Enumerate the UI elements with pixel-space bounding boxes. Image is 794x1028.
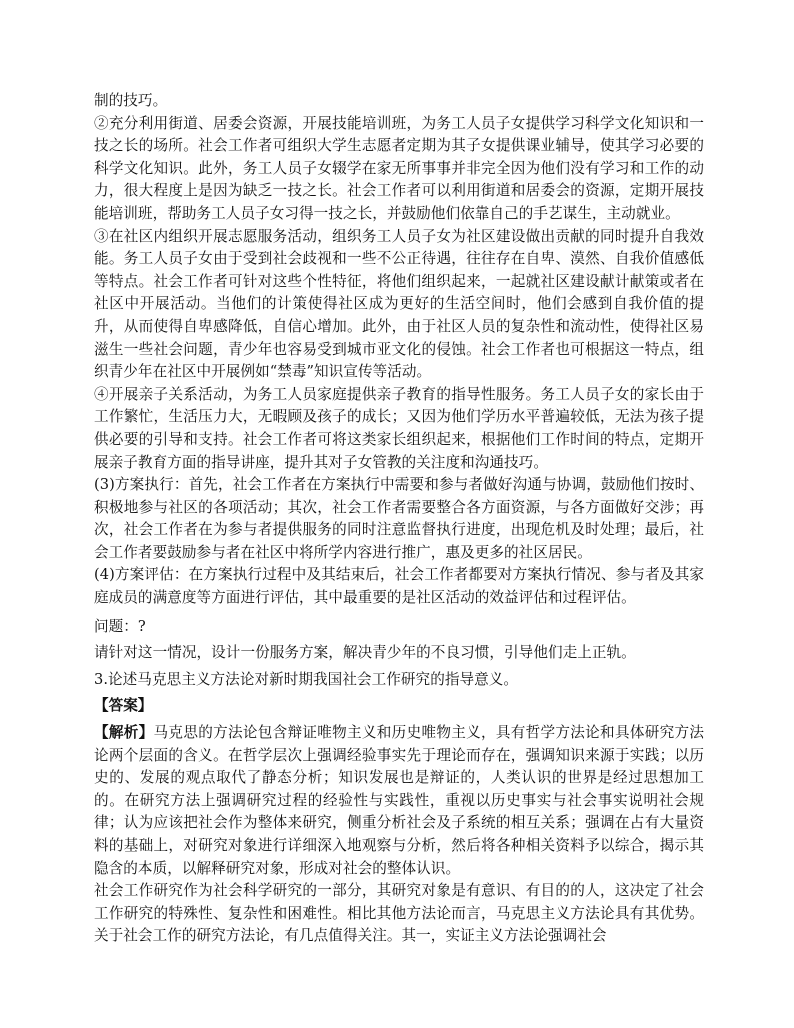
analysis-tag: 【解析】 [94,724,154,742]
question-text: 请针对这一情况，设计一份服务方案，解决青少年的不良习惯，引导他们走上正轨。 [94,644,636,662]
paragraph-plan-evaluation: (4)方案评估：在方案执行过程中及其结束后，社会工作者都要对方案执行情况、参与者及其家庭成员的满意度等方面进行评估，其中最重要的是社区活动的效益评估和过程评估。 [94,566,704,607]
analysis-paragraph-1 [94,722,704,880]
document-page [94,90,704,948]
paragraph-continuation: 制的技巧。 [94,92,168,109]
paragraph-plan-execution: (3)方案执行：首先，社会工作者在方案执行中需要和参与者做好沟通与协调，鼓励他们按时、积极地参与社区的各项活动；其次，社会工作者需要整合各方面资源，与各方面做好交涉；再次，社会工作者在为参与者提供服务的同时注意监督执行进度，出现危机及时处理；最后，社会工作者要鼓励参与者在社区中将所学内容进行推广，惠及更多的社区居民。 [94,476,704,561]
analysis-paragraph-2: 社会工作研究作为社会科学研究的一部分，其研究对象是有意识、有目的的人，这决定了社会工作研究的特殊性、复杂性和困难性。相比其他方法论而言，马克思主义方法论具有其优势。关于社会工作的研究方法论，有几点值得关注。其一，实证主义方法论强调社会 [94,882,704,945]
paragraph-item-2: ②充分利用街道、居委会资源，开展技能培训班，为务工人员子女提供学习科学文化知识和一技之长的场所。社会工作者可组织大学生志愿者定期为其子女提供课业辅导，使其学习必要的科学文化知识。此外，务工人员子女辍学在家无所事事并非完全因为他们没有学习和工作的动力，很大程度上是因为缺乏一技之长。社会工作者可以利用街道和居委会的资源，定期开展技能培训班，帮助务工人员子女习得一技之长，并鼓励他们依靠自己的手艺谋生，主动就业。 [94,114,704,222]
answer-heading: 【答案】 [94,697,153,715]
paragraph-item-4: ④开展亲子关系活动，为务工人员家庭提供亲子教育的指导性服务。务工人员子女的家长由于工作繁忙，生活压力大，无暇顾及孩子的成长；又因为他们学历水平普遍较低，无法为孩子提供必要的引导和支持。社会工作者可将这类家长组织起来，根据他们工作时间的特点，定期开展亲子教育方面的指导讲座，提升其对子女管教的关注度和沟通技巧。 [94,385,704,471]
paragraph-item-3: ③在社区内组织开展志愿服务活动，组织务工人员子女为社区建设做出贡献的同时提升自我效能。务工人员子女由于受到社会歧视和一些不公正待遇，往往存在自卑、漠然、自我价值感低等特点。社会工作者可针对这些个性特征，将他们组织起来，一起就社区建设献计献策或者在社区中开展活动。当他们的计策使得社区成为更好的生活空间时，他们会感到自我价值的提升，从而使得自卑感降低，自信心增加。此外，由于社区人员的复杂性和流动性，使得社区易滋生一些社会问题，青少年也容易受到城市亚文化的侵蚀。社会工作者也可根据这一特点，组织青少年在社区中开展例如“禁毒”知识宣传等活动。 [94,227,704,381]
analysis-text-1: 马克思的方法论包含辩证唯物主义和历史唯物主义，具有哲学方法论和具体研究方法论两个层面的含义。在哲学层次上强调经验事实先于理论而存在，强调知识来源于实践；以历史的、发展的观点取代了静态分析；知识发展也是辩证的，人类认识的世界是经过思想加工的。在研究方法上强调研究过程的经验性与实践性，重视以历史事实与社会事实说明社会规律；认为应该把社会作为整体来研究，侧重分析社会及子系统的相互关系；强调在占有大量资料的基础上，对研究对象进行详细深入地观察与分析，然后将各种相关资料予以综合，揭示其隐含的本质，以解释研究对象，形成对社会的整体认识。 [94,724,705,877]
question-label: 问题：? [94,617,146,635]
item-3-question: 3.论述马克思主义方法论对新时期我国社会工作研究的指导意义。 [94,670,519,688]
